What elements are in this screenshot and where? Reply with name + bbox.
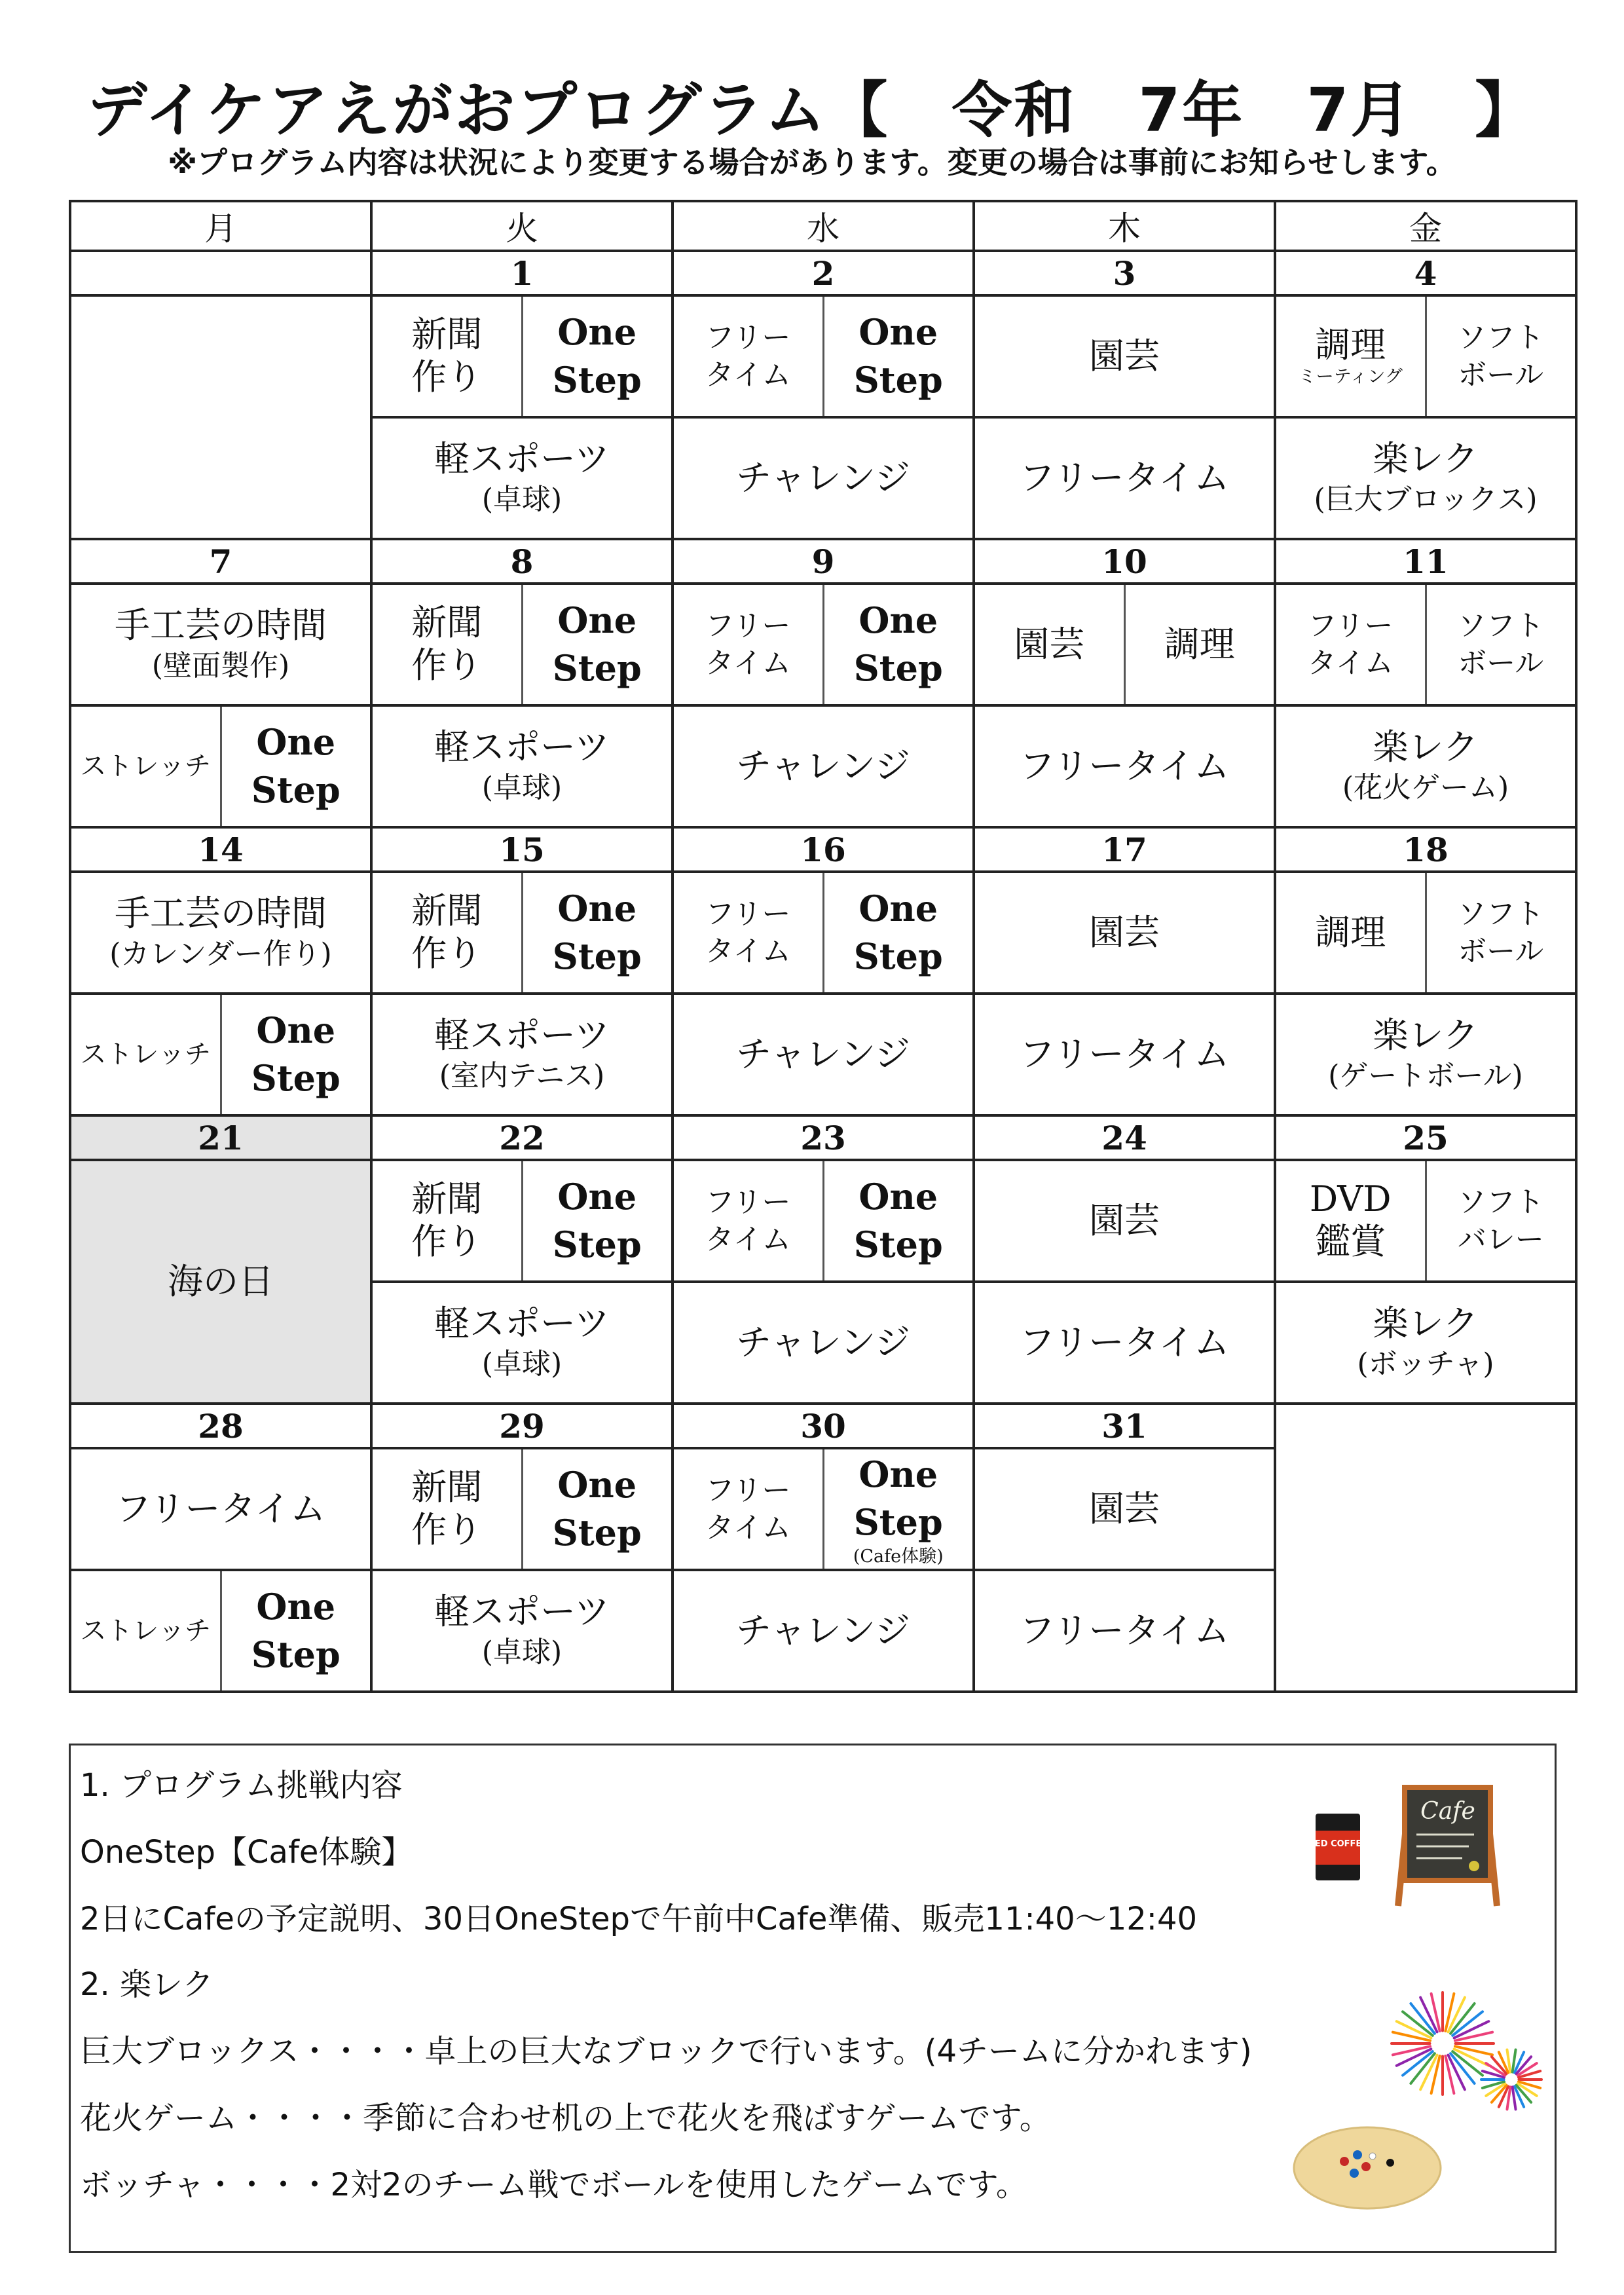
date-cell: 14 xyxy=(70,827,371,872)
activity-am-a-label: フリー タイム xyxy=(705,1185,791,1256)
afternoon-row xyxy=(70,705,1576,827)
page-title: デイケアえがおプログラム【 令和 7年 7月 】 xyxy=(86,75,1538,145)
activity-am xyxy=(1275,872,1576,994)
activity-am-split xyxy=(674,297,972,416)
activity-pm-split xyxy=(71,995,370,1114)
activity-am-a xyxy=(674,1161,822,1280)
cafe-sign-icon xyxy=(1390,1778,1505,1909)
activity-am-b xyxy=(822,873,973,992)
activity-pm-note: (巨大ブロックス) xyxy=(1314,482,1538,516)
morning-row xyxy=(70,584,1576,705)
notes-line-blocks: 巨大ブロックス・・・・卓上の巨大なブロックで行います。(4チームに分かれます) xyxy=(80,2033,1252,2070)
date-cell: 23 xyxy=(673,1115,974,1160)
activity-pm-label: 軽スポーツ xyxy=(434,1303,610,1344)
activity-pm-label: 楽レク xyxy=(1373,1303,1479,1344)
activity-pm xyxy=(673,994,974,1115)
activity-am-split xyxy=(1276,873,1575,992)
afternoon-row xyxy=(70,994,1576,1115)
coffee-brand-label: KED COFFEE xyxy=(1308,1839,1368,1849)
date-cell: 1 xyxy=(371,251,673,295)
date-row xyxy=(70,1404,1576,1448)
activity-am xyxy=(1275,584,1576,705)
weekday-0: 月 xyxy=(70,201,371,251)
activity-am-a-label: 調理 xyxy=(1315,911,1386,953)
activity-am-label: 手工芸の時間 xyxy=(115,893,327,934)
activity-am-a xyxy=(373,873,521,992)
morning-row xyxy=(70,872,1576,994)
activity-am-a-label: フリー タイム xyxy=(705,608,791,680)
activity-pm-a-label: ストレッチ xyxy=(80,751,212,781)
activity-pm xyxy=(70,994,371,1115)
activity-am-a xyxy=(373,297,521,416)
activity-am-label: 園芸 xyxy=(1089,335,1160,377)
notes-line-boccia: ボッチャ・・・・2対2のチーム戦でボールを使用したゲームです。 xyxy=(80,2167,1027,2203)
holiday-cell xyxy=(70,1160,371,1404)
activity-pm-label: チャレンジ xyxy=(736,457,910,498)
activity-pm-a xyxy=(71,995,220,1114)
activity-pm-label: チャレンジ xyxy=(736,1321,910,1363)
activity-pm xyxy=(673,1570,974,1692)
date-cell: 10 xyxy=(974,539,1275,584)
activity-am-a-label: フリー タイム xyxy=(705,1473,791,1544)
activity-am-b xyxy=(521,1161,672,1280)
activity-pm-label: チャレンジ xyxy=(736,1609,910,1651)
date-cell: 24 xyxy=(974,1115,1275,1160)
activity-pm-label: フリータイム xyxy=(1019,1321,1230,1363)
activity-pm-label: フリータイム xyxy=(1019,1609,1230,1651)
activity-pm xyxy=(1275,417,1576,539)
date-cell: 28 xyxy=(70,1404,371,1448)
activity-am-b xyxy=(521,585,672,704)
activity-am xyxy=(371,872,673,994)
activity-am xyxy=(673,1160,974,1282)
activity-am-b-label: One Step xyxy=(853,1176,943,1265)
activity-pm xyxy=(70,705,371,827)
activity-am-a-label: フリー タイム xyxy=(705,897,791,968)
date-cell: 2 xyxy=(673,251,974,295)
weekday-3: 木 xyxy=(974,201,1275,251)
notes-heading-2: 2. 楽レク xyxy=(80,1966,214,2003)
weekday-1: 火 xyxy=(371,201,673,251)
date-row xyxy=(70,251,1576,295)
date-cell: 17 xyxy=(974,827,1275,872)
date-cell: 31 xyxy=(974,1404,1275,1448)
cafe-sign-text: Cafe xyxy=(1420,1798,1475,1825)
activity-pm-label: 軽スポーツ xyxy=(434,438,610,479)
activity-am-b-label: One Step xyxy=(552,311,642,401)
date-cell: 11 xyxy=(1275,539,1576,584)
activity-am-split xyxy=(674,873,972,992)
activity-am xyxy=(974,1160,1275,1282)
activity-am xyxy=(974,1448,1275,1570)
activity-am xyxy=(1275,1160,1576,1282)
activity-pm-a-label: ストレッチ xyxy=(80,1616,212,1646)
activity-am-b-note: (Cafe体験) xyxy=(853,1546,944,1567)
activity-am-split xyxy=(1276,1161,1575,1280)
activity-pm xyxy=(974,417,1275,539)
page-subtitle: ※プログラム内容は状況により変更する場合があります。変更の場合は事前にお知らせします。 xyxy=(168,145,1456,180)
activity-am-b xyxy=(1425,297,1576,416)
activity-am-b xyxy=(521,297,672,416)
activity-pm-note: (ボッチャ) xyxy=(1357,1347,1494,1381)
weekday-4: 金 xyxy=(1275,201,1576,251)
weekday-header-row xyxy=(70,201,1576,251)
activity-pm-split xyxy=(71,1571,370,1690)
activity-am xyxy=(974,295,1275,417)
activity-am xyxy=(673,295,974,417)
date-cell: 8 xyxy=(371,539,673,584)
activity-am-a xyxy=(1276,297,1425,416)
activity-pm xyxy=(974,1282,1275,1404)
date-cell: 9 xyxy=(673,539,974,584)
activity-am-label: 園芸 xyxy=(1089,911,1160,953)
weekday-2: 水 xyxy=(673,201,974,251)
activity-pm-b xyxy=(220,707,371,826)
activity-am xyxy=(673,1448,974,1570)
date-cell: 3 xyxy=(974,251,1275,295)
activity-am xyxy=(371,1160,673,1282)
activity-am-b xyxy=(521,873,672,992)
activity-am-a xyxy=(674,873,822,992)
activity-am-b xyxy=(1425,1161,1576,1280)
date-cell: 4 xyxy=(1275,251,1576,295)
activity-am-a xyxy=(674,1449,822,1569)
activity-am-b xyxy=(822,585,973,704)
activity-am-b xyxy=(822,297,973,416)
calendar-table xyxy=(69,200,1578,1693)
date-cell: 30 xyxy=(673,1404,974,1448)
activity-pm xyxy=(1275,994,1576,1115)
activity-pm-b-label: One Step xyxy=(251,1009,341,1099)
activity-am-a xyxy=(975,585,1124,704)
activity-am-b-label: One Step xyxy=(552,887,642,977)
activity-pm-split xyxy=(71,707,370,826)
coffee-package-icon xyxy=(1308,1811,1368,1883)
date-cell xyxy=(70,251,371,295)
activity-am-a-label: フリー タイム xyxy=(1307,608,1393,680)
activity-pm-b-label: One Step xyxy=(251,1586,341,1675)
activity-pm-label: チャレンジ xyxy=(736,745,910,787)
activity-pm-note: (卓球) xyxy=(481,1347,563,1381)
activity-am xyxy=(974,872,1275,994)
date-cell: 15 xyxy=(371,827,673,872)
activity-am-note: (カレンダー作り) xyxy=(109,937,332,971)
activity-pm xyxy=(974,994,1275,1115)
activity-am xyxy=(1275,295,1576,417)
activity-am-b-label: ソフト バレー xyxy=(1457,1185,1544,1256)
activity-am-a xyxy=(373,1161,521,1280)
activity-pm-label: 楽レク xyxy=(1373,726,1479,768)
bocce-tray-icon xyxy=(1289,2116,1446,2214)
activity-am-a xyxy=(674,297,822,416)
activity-pm-a xyxy=(71,707,220,826)
activity-am-split xyxy=(373,1161,671,1280)
activity-pm-note: (卓球) xyxy=(481,1635,563,1669)
activity-pm-note: (室内テニス) xyxy=(439,1058,605,1092)
date-cell: 22 xyxy=(371,1115,673,1160)
activity-am xyxy=(70,872,371,994)
activity-pm-label: チャレンジ xyxy=(736,1033,910,1075)
date-cell: 29 xyxy=(371,1404,673,1448)
activity-pm xyxy=(974,1570,1275,1692)
activity-pm-b-label: One Step xyxy=(251,721,341,811)
activity-pm xyxy=(70,1570,371,1692)
activity-am-split xyxy=(373,873,671,992)
activity-am-label: 園芸 xyxy=(1089,1487,1160,1529)
activity-am-a-label: 新聞 作り xyxy=(411,1178,483,1262)
activity-am-b-label: 調理 xyxy=(1164,623,1235,665)
empty-cell xyxy=(1275,1404,1576,1692)
activity-am-label: フリータイム xyxy=(115,1487,326,1529)
activity-am-b-label: One Step xyxy=(552,1464,642,1554)
date-cell: 21 xyxy=(70,1115,371,1160)
activity-pm-label: 軽スポーツ xyxy=(434,1015,610,1056)
activity-pm xyxy=(371,1282,673,1404)
activity-pm-note: (花火ゲーム) xyxy=(1342,770,1509,804)
date-row xyxy=(70,827,1576,872)
activity-pm xyxy=(371,994,673,1115)
notes-box xyxy=(69,1744,1557,2253)
activity-am-b-label: One Step xyxy=(552,599,642,689)
morning-row xyxy=(70,295,1576,417)
date-cell: 18 xyxy=(1275,827,1576,872)
activity-am-split xyxy=(373,297,671,416)
activity-pm xyxy=(673,1282,974,1404)
activity-am-label: 手工芸の時間 xyxy=(115,605,327,646)
activity-am-split xyxy=(373,1449,671,1569)
activity-am xyxy=(371,584,673,705)
activity-am xyxy=(70,1448,371,1570)
activity-am-label: 園芸 xyxy=(1089,1199,1160,1241)
activity-am xyxy=(371,295,673,417)
activity-am-a-label: フリー タイム xyxy=(705,320,791,392)
activity-pm xyxy=(673,705,974,827)
activity-pm xyxy=(974,705,1275,827)
activity-pm xyxy=(1275,705,1576,827)
activity-am-split xyxy=(1276,585,1575,704)
activity-am xyxy=(673,584,974,705)
activity-am-a-label: 園芸 xyxy=(1014,623,1085,665)
activity-pm-a xyxy=(71,1571,220,1690)
date-cell: 16 xyxy=(673,827,974,872)
activity-pm-a-label: ストレッチ xyxy=(80,1039,212,1070)
activity-pm xyxy=(371,705,673,827)
activity-am-a-note: ミーティング xyxy=(1298,367,1403,388)
activity-pm-label: 軽スポーツ xyxy=(434,726,610,768)
activity-am-b-label: One Step xyxy=(853,1453,943,1543)
activity-am-a xyxy=(1276,1161,1425,1280)
morning-row xyxy=(70,1160,1576,1282)
notes-heading-1: 1. プログラム挑戦内容 xyxy=(80,1767,403,1804)
activity-am-b-label: One Step xyxy=(853,599,943,689)
activity-am-split xyxy=(674,585,972,704)
activity-pm-note: (卓球) xyxy=(481,482,563,516)
activity-pm xyxy=(1275,1282,1576,1404)
activity-am xyxy=(371,1448,673,1570)
activity-am-a xyxy=(1276,873,1425,992)
activity-am-note: (壁面製作) xyxy=(151,648,290,682)
activity-am-split xyxy=(674,1449,972,1569)
activity-am-a-label: 新聞 作り xyxy=(411,890,483,974)
activity-am xyxy=(974,584,1275,705)
activity-am-a-label: 新聞 作り xyxy=(411,314,483,398)
date-row xyxy=(70,539,1576,584)
activity-am-b xyxy=(1425,873,1576,992)
date-cell: 7 xyxy=(70,539,371,584)
activity-pm-b xyxy=(220,1571,371,1690)
activity-am-b xyxy=(822,1449,973,1569)
activity-am-a xyxy=(373,1449,521,1569)
activity-pm-note: (卓球) xyxy=(481,770,563,804)
activity-am-b-label: ソフト ボール xyxy=(1457,320,1544,392)
activity-pm-label: フリータイム xyxy=(1019,745,1230,787)
activity-am-a-label: DVD 鑑賞 xyxy=(1309,1178,1392,1262)
holiday-label: 海の日 xyxy=(168,1260,274,1302)
activity-pm-label: フリータイム xyxy=(1019,457,1230,498)
activity-am-b xyxy=(1124,585,1274,704)
activity-pm-note: (ゲートボール) xyxy=(1328,1058,1523,1092)
activity-pm xyxy=(673,417,974,539)
activity-pm-label: フリータイム xyxy=(1019,1033,1230,1075)
activity-am-split xyxy=(975,585,1274,704)
activity-am-split xyxy=(674,1161,972,1280)
activity-am-split xyxy=(1276,297,1575,416)
notes-line-onestep: OneStep【Cafe体験】 xyxy=(80,1834,413,1871)
activity-am xyxy=(673,872,974,994)
notes-line-fireworks: 花火ゲーム・・・・季節に合わせ机の上で花火を飛ばすゲームです。 xyxy=(80,2100,1051,2136)
activity-pm-label: 楽レク xyxy=(1373,1015,1479,1056)
activity-am-b xyxy=(1425,585,1576,704)
activity-am-a xyxy=(1276,585,1425,704)
activity-pm xyxy=(371,1570,673,1692)
activity-am-a xyxy=(674,585,822,704)
activity-pm-label: 軽スポーツ xyxy=(434,1591,610,1632)
activity-am-a xyxy=(373,585,521,704)
activity-am-a-label: 新聞 作り xyxy=(411,602,483,686)
activity-am-b-label: ソフト ボール xyxy=(1457,897,1544,968)
activity-pm-label: 楽レク xyxy=(1373,438,1479,479)
activity-am-a-label: 調理 xyxy=(1315,324,1386,366)
activity-pm xyxy=(371,417,673,539)
activity-am-b-label: One Step xyxy=(853,311,943,401)
date-row xyxy=(70,1115,1576,1160)
fireworks-icon xyxy=(1380,1981,1544,2119)
activity-am-b xyxy=(521,1449,672,1569)
date-cell: 25 xyxy=(1275,1115,1576,1160)
activity-am-b-label: ソフト ボール xyxy=(1457,608,1544,680)
notes-line-cafe: 2日にCafeの予定説明、30日OneStepで午前中Cafe準備、販売11:40～12:40 xyxy=(80,1901,1198,1937)
activity-am-split xyxy=(373,585,671,704)
activity-am-a-label: 新聞 作り xyxy=(411,1466,483,1550)
empty-cell xyxy=(70,295,371,539)
activity-am-b-label: One Step xyxy=(552,1176,642,1265)
activity-pm-b xyxy=(220,995,371,1114)
activity-am-b-label: One Step xyxy=(853,887,943,977)
activity-am xyxy=(70,584,371,705)
activity-am-b xyxy=(822,1161,973,1280)
